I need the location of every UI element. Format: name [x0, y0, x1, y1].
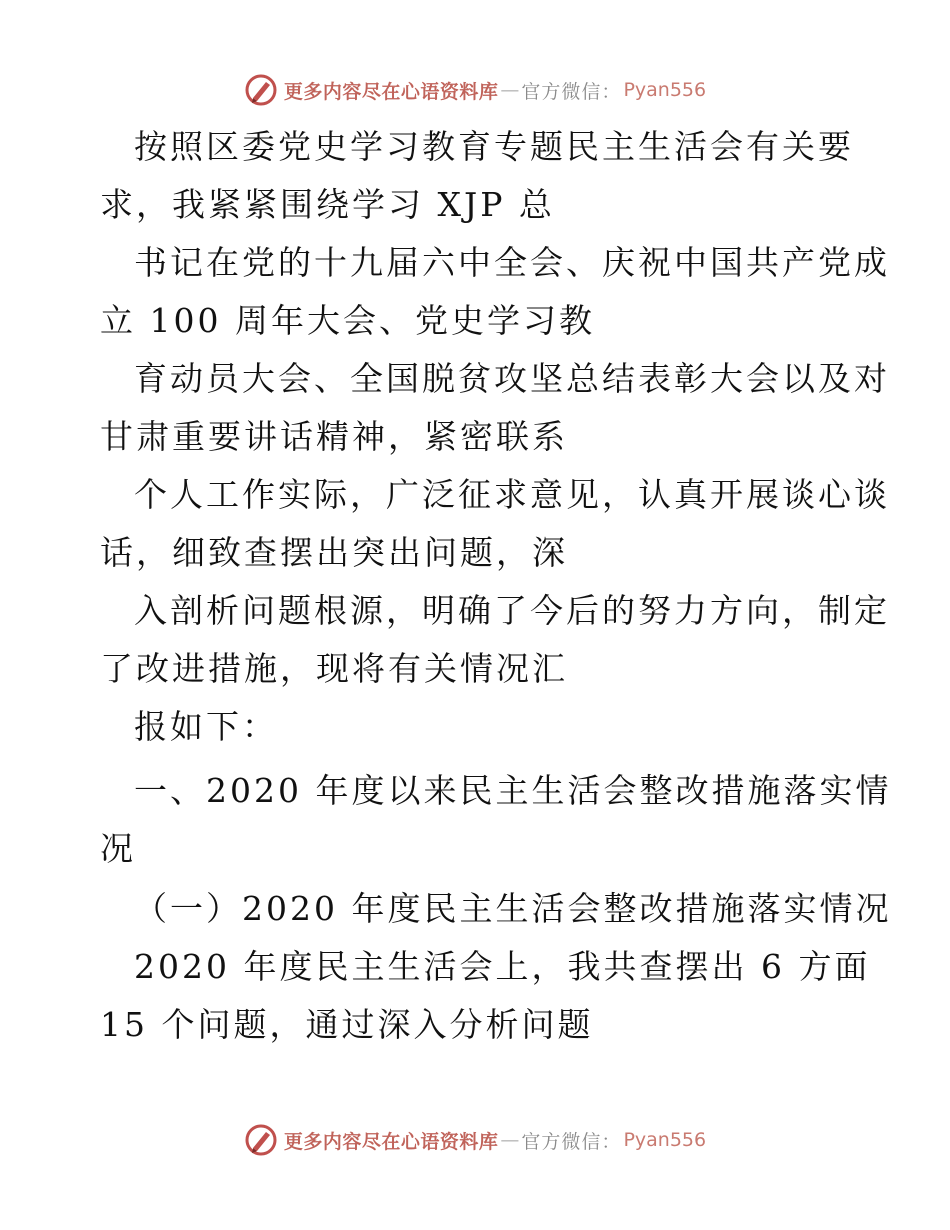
watermark-main-text: 更多内容尽在心语资料库 — [283, 1130, 499, 1153]
watermark-dash: — — [500, 1129, 520, 1151]
text-line-3: 书记在党的十九届六中全会、庆祝中国共产党成 — [134, 243, 890, 282]
watermark-account: Pyan556 — [623, 79, 707, 101]
section-heading-1: 一、2020 年度以来民主生活会整改措施落实情 — [134, 771, 892, 810]
pen-logo-icon — [244, 1123, 278, 1157]
text-line-6: 甘肃重要讲话精神，紧密联系 — [100, 417, 568, 456]
watermark-main-text: 更多内容尽在心语资料库 — [283, 80, 499, 103]
text-line-16: 15 个问题，通过深入分析问题 — [100, 1005, 594, 1044]
text-line-11: 报如下： — [134, 707, 278, 746]
text-line-8: 话，细致查摆出突出问题，深 — [100, 533, 568, 572]
footer-watermark — [0, 1120, 950, 1160]
text-line-9: 入剖析问题根源，明确了今后的努力方向，制定 — [134, 591, 890, 630]
pen-logo-icon — [244, 73, 278, 107]
text-line-7: 个人工作实际，广泛征求意见，认真开展谈心谈 — [134, 475, 890, 514]
watermark-label: 官方微信： — [521, 80, 622, 103]
text-line-5: 育动员大会、全国脱贫攻坚总结表彰大会以及对 — [134, 359, 890, 398]
header-watermark — [0, 70, 950, 110]
text-line-15: 2020 年度民主生活会上，我共查摆出 6 方面 — [134, 947, 871, 986]
text-line-2: 求，我紧紧围绕学习 XJP 总 — [100, 185, 555, 224]
section-heading-1-cont: 况 — [100, 829, 136, 868]
text-line-4: 立 100 周年大会、党史学习教 — [100, 301, 595, 340]
subsection-heading-1: （一）2020 年度民主生活会整改措施落实情况 — [134, 889, 892, 928]
watermark-label: 官方微信： — [521, 1130, 622, 1153]
watermark-dash: — — [500, 79, 520, 101]
text-line-10: 了改进措施，现将有关情况汇 — [100, 649, 568, 688]
watermark-account: Pyan556 — [623, 1129, 707, 1151]
text-line-1: 按照区委党史学习教育专题民主生活会有关要 — [134, 127, 854, 166]
